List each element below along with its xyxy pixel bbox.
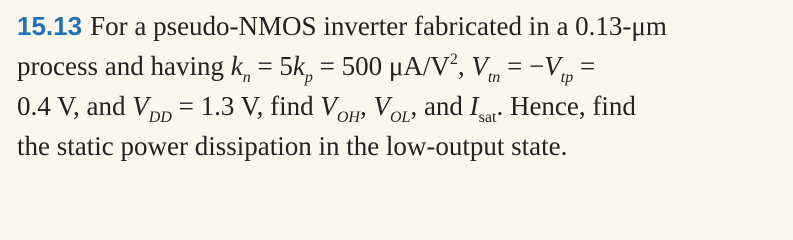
comma-separator-2: , <box>359 91 374 121</box>
i-sat-symbol: I <box>469 91 479 121</box>
equals-value: = 500 μA/V <box>312 51 450 81</box>
problem-line-1 <box>17 6 787 46</box>
line3-start: 0.4 V, and <box>17 91 133 121</box>
squared-exponent: 2 <box>449 51 458 68</box>
line4-text: the static power dissipation in the low-output state. <box>17 131 568 161</box>
k-n-subscript: n <box>242 69 251 86</box>
line3-end: . Hence, find <box>496 91 636 121</box>
v-tp-subscript: tp <box>560 69 574 86</box>
line3-and: , and <box>410 91 470 121</box>
v-oh-symbol: V <box>320 91 337 121</box>
problem-line-2 <box>17 46 787 86</box>
v-tp-symbol: V <box>544 51 561 81</box>
k-p-symbol: k <box>292 51 305 81</box>
v-ol-symbol: V <box>373 91 390 121</box>
i-sat-subscript: sat <box>478 109 497 126</box>
problem-statement <box>17 6 787 166</box>
k-n-symbol: k <box>230 51 243 81</box>
line3-equation: = 1.3 V, find <box>171 91 321 121</box>
equals-five: = 5 <box>250 51 293 81</box>
v-oh-subscript: OH <box>336 109 360 126</box>
equals-negative: = − <box>500 51 545 81</box>
problem-line-3 <box>17 86 787 126</box>
v-tn-symbol: V <box>471 51 488 81</box>
v-tn-subscript: tn <box>487 69 501 86</box>
v-ol-subscript: OL <box>389 109 411 126</box>
comma-separator: , <box>457 51 472 81</box>
equals-end: = <box>573 51 596 81</box>
line2-intro: process and having <box>17 51 224 81</box>
v-dd-symbol: V <box>132 91 149 121</box>
line1-text: For a pseudo-NMOS inverter fabricated in a 0.13-μm <box>90 11 667 41</box>
v-dd-subscript: DD <box>148 109 172 126</box>
k-p-subscript: p <box>304 69 313 86</box>
problem-line-4 <box>17 126 787 166</box>
problem-number: 15.13 <box>17 11 83 41</box>
